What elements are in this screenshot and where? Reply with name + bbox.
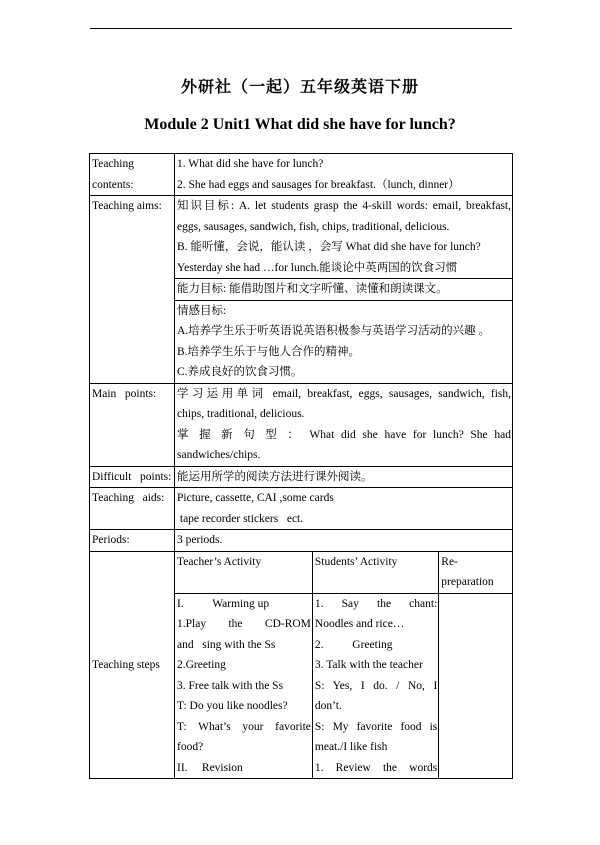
header-teacher-activity: Teacher’s Activity [175,552,312,594]
re-preparation-cell [439,593,512,778]
top-rule [90,28,512,29]
header-re-preparation: Re- preparation [439,552,512,594]
label-teaching-aims: Teaching aims: [90,196,175,384]
value-teaching-aids: Picture, cassette, CAI ,some cards tape recorder stickers ect. [175,488,513,530]
label-difficult-points: Difficult points: [90,466,175,488]
document-title-chinese: 外研社（一起）五年级英语下册 [180,77,419,96]
students-activity-cell: 1. Say the chant: Noodles and rice… 2. Greeting 3. Talk with the teacher S: Yes, I do. / No, I don’t. S: My favorite food is meat./I like fish 1. Review the words [312,593,438,778]
row-difficult-points [90,466,513,488]
document-title-english: Module 2 Unit1 What did she have for lunch? [144,116,456,133]
steps-table [175,552,512,779]
teacher-activity-cell: I. Warming up 1.Play the CD-ROM and sing with the Ss 2.Greeting 3. Free talk with the Ss T: Do you like noodles? T: What’s your favorite food? II. Revision [175,593,312,778]
header-students-activity: Students’ Activity [312,552,438,594]
value-main-points: 学习运用单词 email, breakfast, eggs, sausages, sandwich, fish, chips, traditional, delicious. 掌 握 新 句 型 ： What did she have for lunch? She had sandwiches/chips. [175,383,513,466]
value-periods: 3 periods. [175,530,513,552]
row-teaching-aids [90,488,513,530]
label-teaching-steps: Teaching steps [90,551,175,779]
label-teaching-aids: Teaching aids: [90,488,175,530]
value-difficult-points: 能运用所学的阅读方法进行课外阅读。 [175,466,513,488]
row-main-points [90,383,513,466]
row-teaching-steps [90,551,513,779]
row-teaching-aims [90,196,513,279]
value-teaching-contents: 1. What did she have for lunch? 2. She had eggs and sausages for breakfast.（lunch, dinner） [175,154,513,196]
knowledge-aims: 知识目标: A. let students grasp the 4-skill words: email, breakfast, eggs, sausages, sandwich, fish, chips, traditional, delicious. B. 能听懂，会说，能认读 ，会写 What did she have for lunch? Yesterday she had …for lunch.能谈论中英两国的饮食习惯 [175,196,513,279]
row-periods [90,530,513,552]
emotion-aims: 情感目标: A.培养学生乐于听英语说英语积极参与英语学习活动的兴趣 。 B.培养学生乐于与他人合作的精神。 C.养成良好的饮食习惯。 [175,300,513,383]
teaching-steps-grid [175,551,513,779]
lesson-plan-table [89,153,513,779]
steps-header-row [175,552,512,594]
ability-aims: 能力目标: 能借助图片和文字听懂、读懂和朗读课文。 [175,279,513,301]
label-periods: Periods: [90,530,175,552]
label-main-points: Main points: [90,383,175,466]
label-teaching-contents: Teaching contents: [90,154,175,196]
steps-body-row [175,593,512,778]
row-teaching-contents [90,154,513,196]
